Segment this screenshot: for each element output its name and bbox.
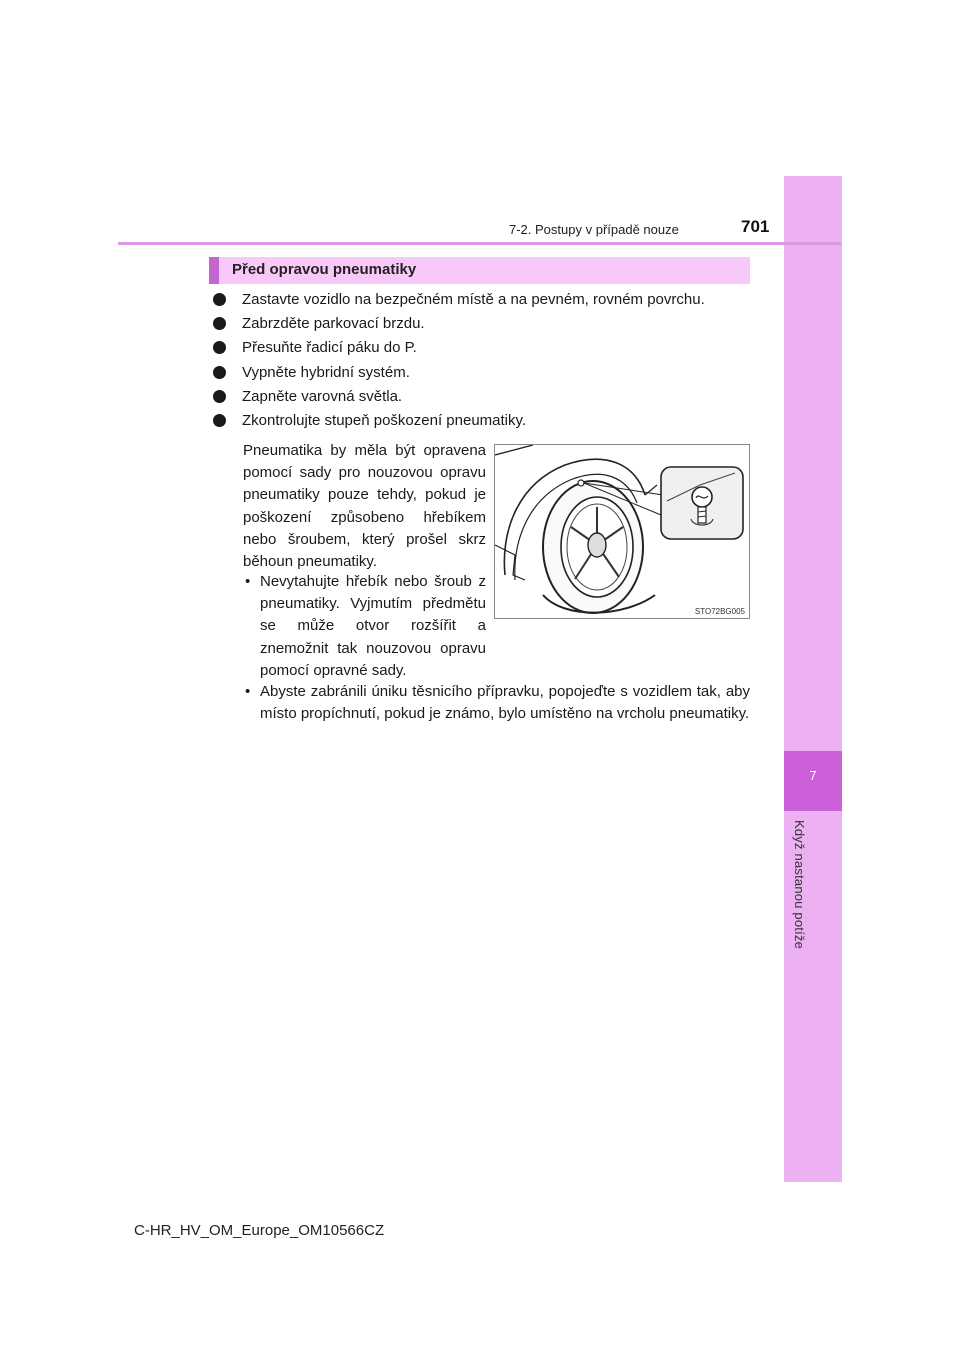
section-title: Před opravou pneumatiky [232, 261, 417, 278]
list-item-text: Přesuňte řadicí páku do P. [242, 339, 417, 357]
sub-bullet-mark: • [245, 683, 251, 700]
tire-puncture-illustration [494, 444, 750, 619]
chapter-tab-upper [784, 176, 842, 751]
list-item-text: Zapněte varovná světla. [242, 387, 403, 405]
chapter-title: Když nastanou potíže [792, 820, 807, 950]
sub-bullet-mark: • [245, 573, 251, 590]
punctured-tire-icon [495, 445, 750, 619]
list-item-text: Zkontrolujte stupeň poškození pneumatiky. [242, 411, 527, 429]
list-item-text: Zabrzděte parkovací brzdu. [242, 315, 425, 333]
list-item [209, 314, 754, 338]
bullet-dot-icon [213, 366, 226, 379]
footer-document-id: C-HR_HV_OM_Europe_OM10566CZ [134, 1222, 385, 1239]
sub-item-text: Abyste zabránili úniku těsnicího přípravku, popojeďte s vozidlem tak, aby místo propíchnutí, pokud je známo, bylo umístěno na vrcholu pneumatiky. [260, 683, 750, 723]
sub-item-1 [243, 571, 486, 682]
bullet-dot-icon [213, 293, 226, 306]
bullet-dot-icon [213, 341, 226, 354]
list-item [209, 290, 754, 314]
list-item [209, 363, 754, 387]
bullet-dot-icon [213, 317, 226, 330]
instruction-list [209, 290, 754, 435]
list-item [209, 338, 754, 362]
sub-item-2 [243, 681, 750, 725]
list-item [209, 411, 754, 435]
list-item [209, 387, 754, 411]
page-number: 701 [741, 217, 770, 236]
header-rule [118, 242, 841, 245]
bullet-dot-icon [213, 390, 226, 403]
header-section-title: 7-2. Postupy v případě nouze [509, 222, 679, 237]
bullet-dot-icon [213, 414, 226, 427]
figure-label: STO72BG005 [694, 607, 745, 616]
list-item-text: Vypněte hybridní systém. [242, 363, 410, 381]
section-heading-box [209, 257, 750, 284]
list-item-text: Zastavte vozidlo na bezpečném místě a na pevném, rovném povrchu. [242, 291, 705, 308]
body-paragraph: Pneumatika by měla být opravena pomocí sady pro nouzovou opravu pneumatiky pouze tehdy, pokud je poškození způsobeno hřebíkem nebo šroubem, který prošel skrz běhoun pneumatiky. [243, 442, 486, 571]
sub-item-text: Nevytahujte hřebík nebo šroub z pneumatiky. Vyjmutím předmětu se může otvor rozšířit a znemožnit tak nouzovou opravu pomocí opravné sady. [260, 573, 486, 679]
chapter-number: 7 [809, 768, 817, 783]
